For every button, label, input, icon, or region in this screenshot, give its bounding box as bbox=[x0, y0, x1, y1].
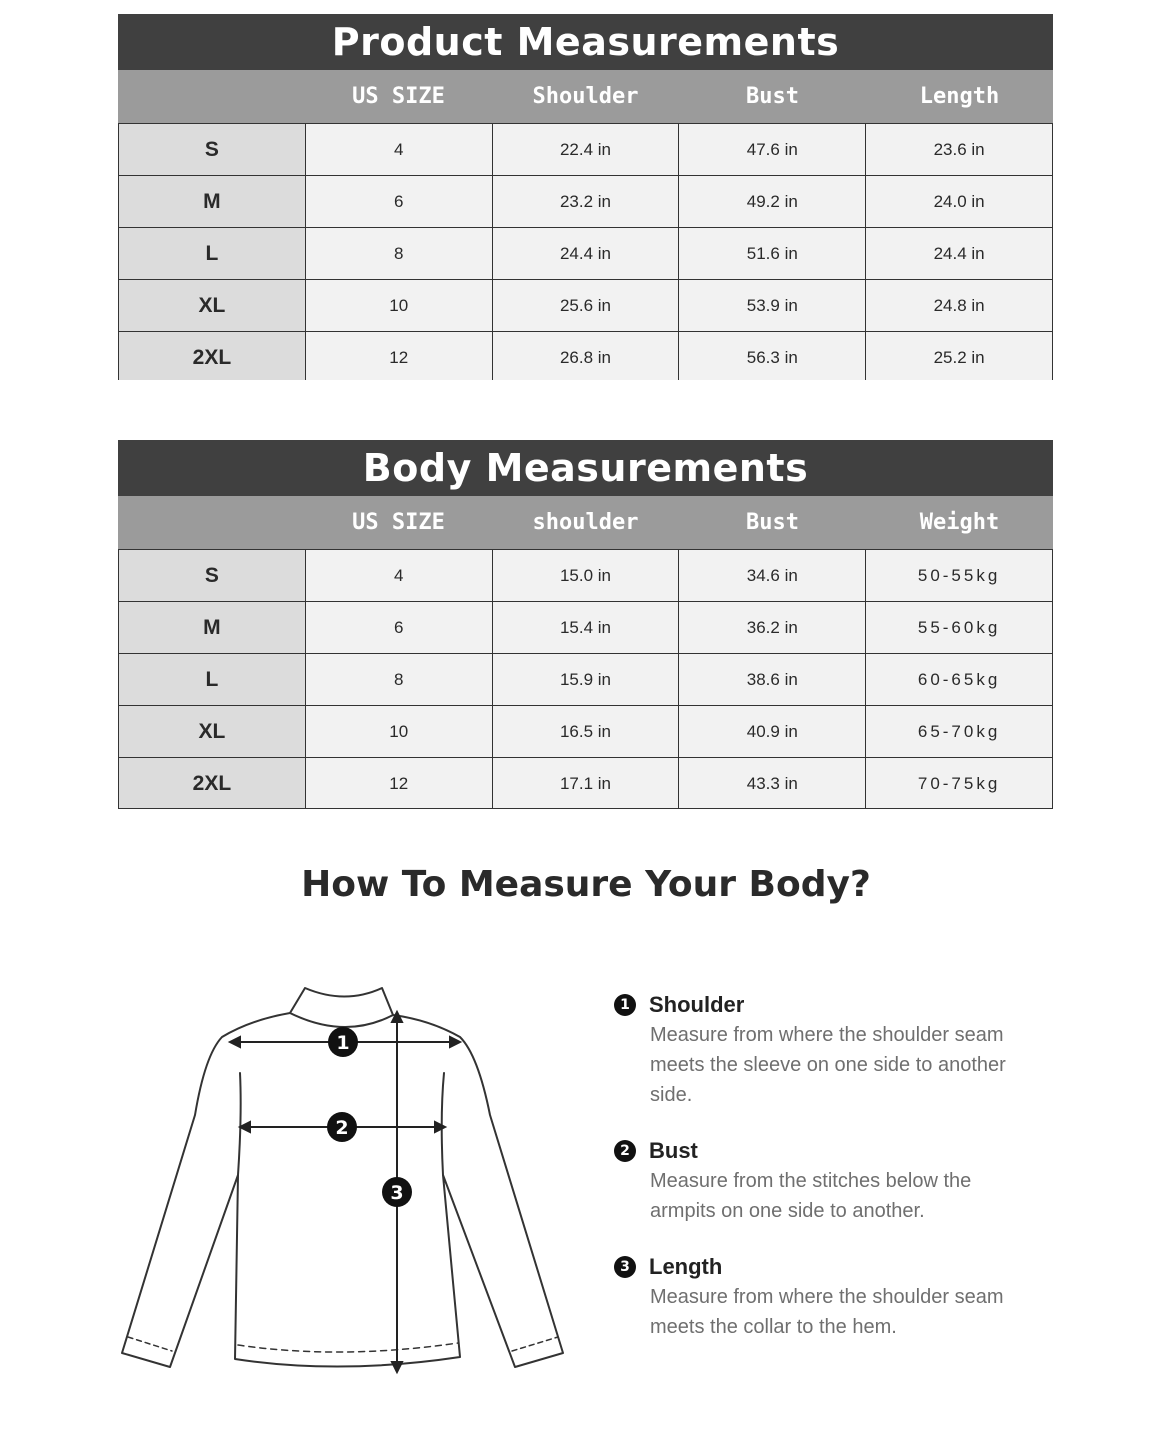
step-bust bbox=[614, 1136, 1034, 1226]
shoulder-cell: 23.2 in bbox=[492, 176, 679, 227]
header-length: Length bbox=[919, 84, 1000, 109]
shoulder-cell: 26.8 in bbox=[492, 332, 679, 380]
number-1-icon: 1 bbox=[614, 994, 636, 1016]
size-label: S bbox=[119, 550, 305, 601]
shoulder-cell: 17.1 in bbox=[492, 758, 679, 808]
arrow-head-icon bbox=[392, 1012, 402, 1022]
header-size bbox=[118, 496, 305, 549]
size-label: XL bbox=[119, 280, 305, 331]
step-description: Measure from the stitches below the armpits on one side to another. bbox=[650, 1170, 972, 1222]
number-2-icon: 2 bbox=[614, 1140, 636, 1162]
number-3-icon: 3 bbox=[614, 1256, 636, 1278]
size-label: 2XL bbox=[119, 332, 305, 380]
arrow-head-icon bbox=[392, 1362, 402, 1372]
marker-2-label: 2 bbox=[335, 1117, 349, 1139]
shoulder-cell: 22.4 in bbox=[492, 124, 679, 175]
shoulder-cell: 15.4 in bbox=[492, 602, 679, 653]
size-label: L bbox=[119, 228, 305, 279]
body-table-body bbox=[118, 549, 1053, 809]
shirt-outline bbox=[122, 1013, 563, 1367]
measurement-steps bbox=[614, 990, 1034, 1368]
us-size-cell: 4 bbox=[305, 124, 492, 175]
header-weight: Weight bbox=[919, 510, 1000, 535]
us-size-cell: 6 bbox=[305, 176, 492, 227]
shirt-measurement-diagram bbox=[110, 975, 580, 1395]
bust-cell: 43.3 in bbox=[678, 758, 865, 808]
left-cuff-stitch bbox=[128, 1337, 172, 1351]
size-label: L bbox=[119, 654, 305, 705]
table-row bbox=[119, 279, 1052, 331]
arrow-head-icon bbox=[240, 1122, 250, 1132]
marker-1-label: 1 bbox=[336, 1032, 350, 1054]
product-table-body bbox=[118, 123, 1053, 380]
header-shoulder: shoulder bbox=[532, 510, 639, 535]
us-size-cell: 12 bbox=[305, 332, 492, 380]
length-cell: 24.0 in bbox=[865, 176, 1052, 227]
header-size bbox=[118, 70, 305, 123]
table-row bbox=[119, 549, 1052, 601]
body-table-title: Body Measurements bbox=[118, 440, 1053, 496]
arrow-head-icon bbox=[230, 1037, 240, 1047]
shirt-collar bbox=[290, 988, 393, 1027]
us-size-cell: 6 bbox=[305, 602, 492, 653]
weight-cell: 65-70kg bbox=[865, 706, 1052, 757]
table-row bbox=[119, 331, 1052, 380]
table-row bbox=[119, 757, 1052, 808]
table-row bbox=[119, 123, 1052, 175]
body-table-header bbox=[118, 496, 1053, 549]
hem-stitch bbox=[238, 1343, 458, 1352]
step-title: Bust bbox=[649, 1138, 698, 1163]
right-cuff-stitch bbox=[512, 1337, 558, 1351]
bust-cell: 49.2 in bbox=[678, 176, 865, 227]
bust-cell: 51.6 in bbox=[678, 228, 865, 279]
header-us-size: US SIZE bbox=[352, 84, 445, 109]
shoulder-cell: 15.0 in bbox=[492, 550, 679, 601]
step-shoulder bbox=[614, 990, 1034, 1110]
us-size-cell: 4 bbox=[305, 550, 492, 601]
header-bust: Bust bbox=[746, 84, 799, 109]
header-us-size: US SIZE bbox=[352, 510, 445, 535]
table-row bbox=[119, 705, 1052, 757]
shoulder-cell: 16.5 in bbox=[492, 706, 679, 757]
marker-3-label: 3 bbox=[390, 1182, 404, 1204]
step-length bbox=[614, 1252, 1034, 1342]
size-label: M bbox=[119, 602, 305, 653]
weight-cell: 70-75kg bbox=[865, 758, 1052, 808]
guide-title: How To Measure Your Body? bbox=[301, 864, 871, 905]
length-cell: 25.2 in bbox=[865, 332, 1052, 380]
product-table-header bbox=[118, 70, 1053, 123]
bust-cell: 47.6 in bbox=[678, 124, 865, 175]
us-size-cell: 10 bbox=[305, 706, 492, 757]
us-size-cell: 8 bbox=[305, 228, 492, 279]
us-size-cell: 10 bbox=[305, 280, 492, 331]
length-cell: 23.6 in bbox=[865, 124, 1052, 175]
weight-cell: 60-65kg bbox=[865, 654, 1052, 705]
bust-cell: 38.6 in bbox=[678, 654, 865, 705]
step-title: Length bbox=[649, 1254, 723, 1279]
step-title: Shoulder bbox=[649, 992, 745, 1017]
weight-cell: 50-55kg bbox=[865, 550, 1052, 601]
arrow-head-icon bbox=[435, 1122, 445, 1132]
product-table-title: Product Measurements bbox=[118, 14, 1053, 70]
arrow-head-icon bbox=[450, 1037, 460, 1047]
us-size-cell: 12 bbox=[305, 758, 492, 808]
shoulder-cell: 24.4 in bbox=[492, 228, 679, 279]
step-description: Measure from where the shoulder seam meets the sleeve on one side to another side. bbox=[650, 1024, 1006, 1106]
step-description: Measure from where the shoulder seam meets the collar to the hem. bbox=[650, 1286, 1004, 1338]
shoulder-cell: 15.9 in bbox=[492, 654, 679, 705]
weight-cell: 55-60kg bbox=[865, 602, 1052, 653]
length-cell: 24.4 in bbox=[865, 228, 1052, 279]
bust-cell: 36.2 in bbox=[678, 602, 865, 653]
bust-cell: 34.6 in bbox=[678, 550, 865, 601]
table-row bbox=[119, 601, 1052, 653]
bust-cell: 56.3 in bbox=[678, 332, 865, 380]
size-label: S bbox=[119, 124, 305, 175]
table-row bbox=[119, 653, 1052, 705]
shoulder-cell: 25.6 in bbox=[492, 280, 679, 331]
bust-cell: 40.9 in bbox=[678, 706, 865, 757]
left-sleeve-seam bbox=[238, 1073, 241, 1175]
size-label: XL bbox=[119, 706, 305, 757]
table-row bbox=[119, 175, 1052, 227]
product-measurements-table bbox=[118, 14, 1053, 380]
size-label: M bbox=[119, 176, 305, 227]
size-label: 2XL bbox=[119, 758, 305, 808]
body-measurements-table bbox=[118, 440, 1053, 809]
right-sleeve-seam bbox=[442, 1073, 444, 1175]
us-size-cell: 8 bbox=[305, 654, 492, 705]
table-row bbox=[119, 227, 1052, 279]
header-shoulder: Shoulder bbox=[532, 84, 639, 109]
length-cell: 24.8 in bbox=[865, 280, 1052, 331]
bust-cell: 53.9 in bbox=[678, 280, 865, 331]
header-bust: Bust bbox=[746, 510, 799, 535]
